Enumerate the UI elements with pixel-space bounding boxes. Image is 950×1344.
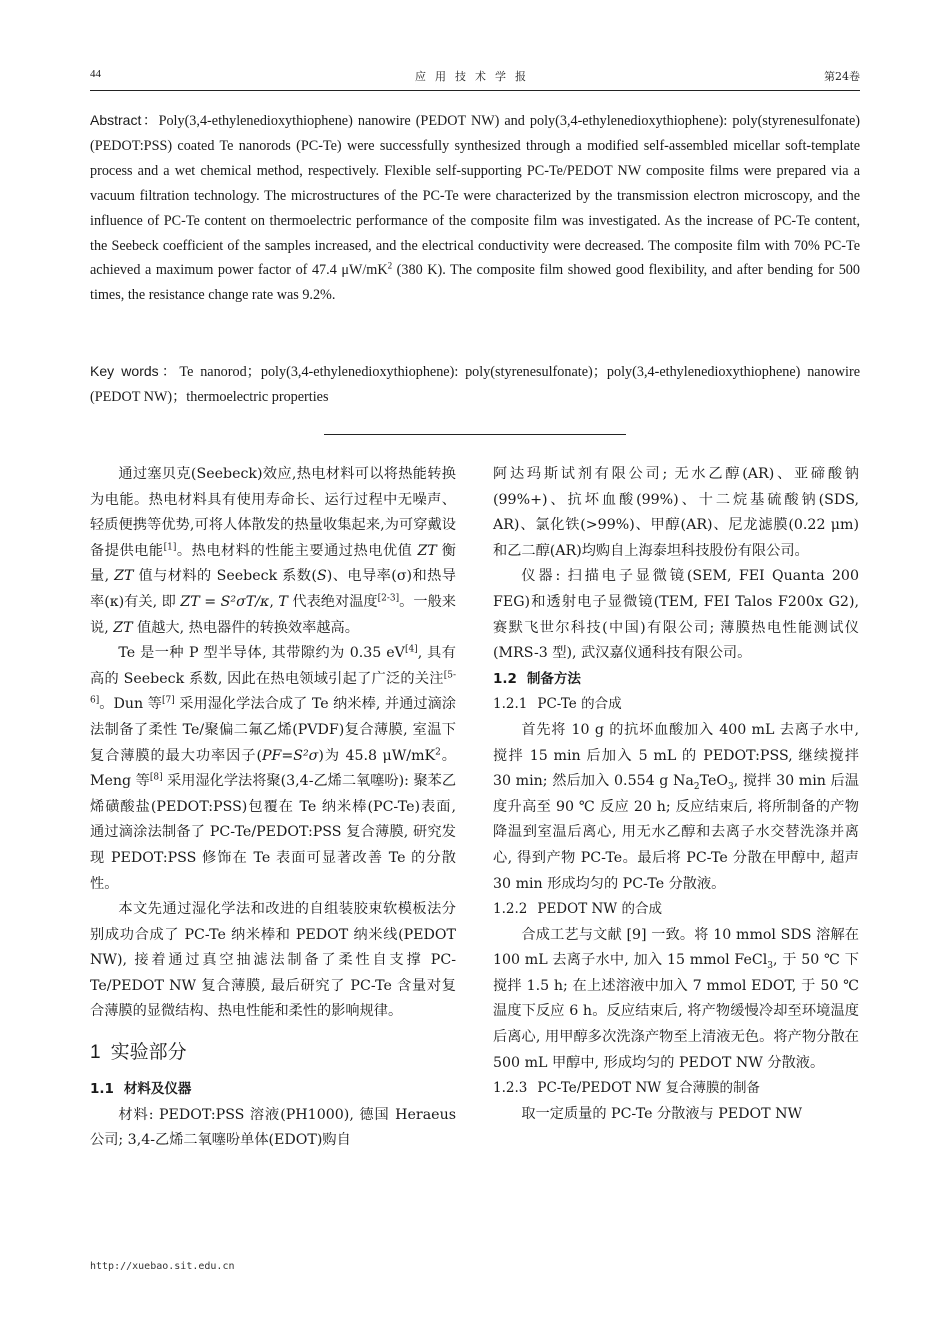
section-1-2-2-heading <box>493 897 859 923</box>
subscript: 3 <box>767 961 773 972</box>
text-run: 。Dun 等 <box>99 696 162 713</box>
text-run: , <box>269 593 279 610</box>
composite-film-paragraph: 取一定质量的 PC-Te 分散液与 PEDOT NW <box>521 1105 803 1122</box>
running-header <box>90 66 860 88</box>
materials-paragraph: 材料: PEDOT:PSS 溶液(PH1000), 德国 Heraeus 公司; 3,4-乙烯二氧噻吩单体(EDOT)购自 <box>90 1106 456 1149</box>
citation: [7] <box>161 695 175 706</box>
journal-name: 应用技术学报 <box>415 70 535 83</box>
instruments-paragraph: 仪器: 扫描电子显微镜(SEM, FEI Quanta 200 FEG)和透射电子显微镜(TEM, FEI Talos F200x G2), 赛默飞世尔科技(中国)有限公司; 薄膜热电性能测试仪(MRS-3 型), 武汉嘉仪通科技有限公司。 <box>493 568 859 662</box>
text-run: 。一般来说, <box>90 593 456 636</box>
text-run: 衡量, <box>90 542 456 585</box>
text-run: 。热电材料的性能主要通过热电优值 <box>176 542 418 559</box>
keywords-text: ：Te nanorod；poly(3,4-ethylenedioxythiophene): poly(styrenesulfonate)；poly(3,4-ethylenedioxythiophene) nanowire (PEDOT NW)；thermoelectric properties <box>90 364 860 405</box>
right-column <box>493 462 859 1127</box>
symbol: T <box>278 593 288 610</box>
text-run: 值与材料的 Seebeck 系数( <box>133 568 317 585</box>
symbol: ZT <box>113 619 133 636</box>
abstract-text: ：Poly(3,4-ethylenedioxythiophene) nanowire (PEDOT NW) and poly(3,4-ethylenedioxythiophene): poly(styrenesulfonate) (PEDOT:PSS) coated Te nanorods (PC-Te) were successfully synthesized through a modified self-assembled micellar soft-template process and a wet chemical method, respectively. Flexible self-supporting PC-Te/PEDOT NW composite films were prepared via a vacuum filtration technology. The microstructures of the PC-Te were characterized by the transmission electron microscopy, and the influence of PC-Te content on thermoelectric performance of the composite film was investigated. As the increase of PC-Te content, the Seebeck coefficient of the samples increased, and the electrical conductivity were decreased. The composite film with 70% PC-Te achieved a maximum power factor of 47.4 μW/mK <box>90 113 860 279</box>
pc-te-synthesis-paragraph <box>493 718 859 897</box>
separator-rule <box>324 434 626 435</box>
subscript: 3 <box>727 781 734 792</box>
keywords-label: Key words <box>90 363 159 379</box>
symbol: ZT <box>114 568 134 585</box>
volume-label: 第24卷 <box>824 70 860 83</box>
citation: [1] <box>163 542 177 553</box>
header-rule <box>90 90 860 91</box>
section-title: 实验部分 <box>110 1042 187 1064</box>
intro-paragraph-2 <box>90 641 456 897</box>
text-run: , 搅拌 30 min 后温度升高至 90 ℃ 反应 20 h; 反应结束后, 将所制备的产物降温到室温后离心, 用无水乙醇和去离子水交替洗涤并离心, 得到产物 PC-Te。最后将 PC-Te 分散在甲醇中, 超声 30 min 形成均匀的 PC-Te 分散液。 <box>493 773 859 892</box>
abstract <box>90 108 860 308</box>
section-number: 1 <box>90 1042 101 1064</box>
superscript: 2 <box>435 746 441 757</box>
section-number: 1.2.1 <box>493 696 528 713</box>
text-run: 采用湿化学法将聚(3,4-乙烯二氧噻吩): 聚苯乙烯磺酸盐(PEDOT:PSS)包覆在 Te 纳米棒(PC-Te)表面, 通过滴涂法制备了 PC-Te/PEDOT:PSS 复合薄膜, 研究发现 PEDOT:PSS 修饰在 Te 表面可显著改善 Te 的分散性。 <box>90 773 457 892</box>
section-1-2-3-heading <box>493 1076 859 1102</box>
text-run: 首先将 10 g 的抗坏血酸加入 400 mL 去离子水中, 搅拌 15 min 后加入 5 mL 的 PEDOT:PSS, 继续搅拌 30 min; 然后加入 0.554 g Na <box>493 721 859 790</box>
footer-url: http://xuebao.sit.edu.cn <box>90 1261 235 1272</box>
section-1-2-1-heading <box>493 692 859 718</box>
section-title: PC-Te/PEDOT NW 复合薄膜的制备 <box>537 1080 760 1097</box>
section-1-heading <box>90 1039 456 1067</box>
materials-continued: 阿达玛斯试剂有限公司; 无水乙醇(AR)、亚碲酸钠(99%+)、抗坏血酸(99%)、十二烷基硫酸钠(SDS, AR)、氯化铁(>99%)、甲醇(AR)、尼龙滤膜(0.22 μm)和乙二醇(AR)均购自上海泰坦科技股份有限公司。 <box>493 466 859 559</box>
section-number: 1.2.2 <box>493 901 528 918</box>
section-1-2-heading <box>493 667 859 693</box>
page-number: 44 <box>90 68 101 80</box>
intro-paragraph-1 <box>90 462 456 641</box>
citation: [5-6] <box>90 670 456 706</box>
section-title: 材料及仪器 <box>123 1081 192 1098</box>
abstract-sup: 2 <box>387 260 393 271</box>
formula: ZT = S²σT/κ <box>180 593 270 610</box>
text-run: 通过塞贝克(Seebeck)效应,热电材料可以将热能转换为电能。热电材料具有使用寿命长、运行过程中无噪声、轻质便携等优势,可将人体散发的热量收集起来,为可穿戴设备提供电能 <box>90 466 456 559</box>
text-run: 值越大, 热电器件的转换效率越高。 <box>132 619 359 636</box>
intro-paragraph-3: 本文先通过湿化学法和改进的自组装胶束软模板法分别成功合成了 PC-Te 纳米棒和 PEDOT 纳米线(PEDOT NW), 接着通过真空抽滤法制备了柔性自支撑 PC-Te/PEDOT NW 复合薄膜, 最后研究了 PC-Te 含量对复合薄膜的显微结构、热电性能和柔性的影响规律。 <box>90 901 456 1020</box>
left-column <box>90 462 456 1154</box>
text-run: )为 45.8 μW/mK <box>318 747 436 764</box>
section-title: 制备方法 <box>526 670 581 687</box>
section-number: 1.1 <box>90 1081 114 1098</box>
text-run: 。Meng 等 <box>90 747 456 790</box>
text-run: )、电导率(σ)和热导率(κ)有关, 即 <box>90 568 456 610</box>
pedot-nw-synthesis-paragraph <box>493 923 859 1077</box>
section-1-1-heading <box>90 1077 456 1103</box>
citation: [2-3] <box>377 593 400 604</box>
citation: [4] <box>404 644 418 655</box>
abstract-text-after: (380 K). The composite film showed good flexibility, and after bending for 500 times, the resistance change rate was 9.2%. <box>90 262 860 304</box>
keywords <box>90 359 860 410</box>
citation: [8] <box>149 772 163 783</box>
text-run: TeO <box>699 773 728 790</box>
section-title: PEDOT NW 的合成 <box>537 901 662 918</box>
section-number: 1.2 <box>493 670 517 687</box>
symbol: S <box>316 568 327 585</box>
text-run: 代表绝对温度 <box>287 593 378 610</box>
formula: PF=S²σ <box>262 747 319 764</box>
section-title: PC-Te 的合成 <box>537 696 622 713</box>
text-run: , 于 50 ℃ 下搅拌 1.5 h; 在上述溶液中加入 7 mmol EDOT, 于 50 ℃ 温度下反应 6 h。反应结束后, 将产物缓慢冷却至环境温度后离心, 用甲醇多次洗涤产物至上清液无色。将产物分散在 500 mL 甲醇中, 形成均匀的 PEDOT NW 分散液。 <box>493 952 859 1071</box>
text-run: 采用湿化学法合成了 Te 纳米棒, 并通过滴涂法制备了柔性 Te/聚偏二氟乙烯(PVDF)复合薄膜, 室温下复合薄膜的最大功率因子( <box>90 696 456 764</box>
abstract-label: Abstract <box>90 112 142 128</box>
text-run: Te 是一种 P 型半导体, 其带隙约为 0.35 eV <box>118 645 405 662</box>
text-run: 合成工艺与文献 [9] 一致。将 10 mmol SDS 溶解在 100 mL 去离子水中, 加入 15 mmol FeCl <box>493 926 859 969</box>
section-number: 1.2.3 <box>493 1080 528 1097</box>
subscript: 2 <box>693 781 700 792</box>
text-run: , 具有高的 Seebeck 系数, 因此在热电领域引起了广泛的关注 <box>90 645 456 687</box>
symbol: ZT <box>417 542 437 559</box>
